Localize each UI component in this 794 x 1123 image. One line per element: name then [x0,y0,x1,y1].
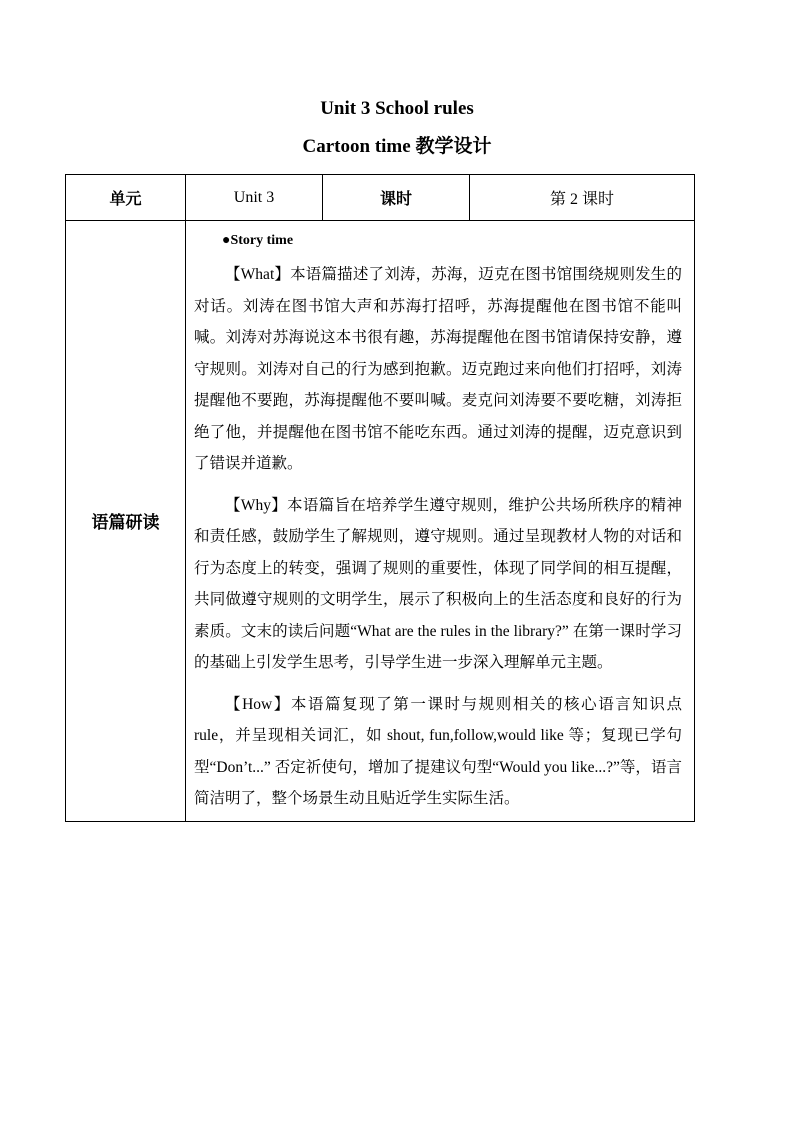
what-paragraph: 【What】本语篇描述了刘涛，苏海，迈克在图书馆围绕规则发生的对话。刘涛在图书馆大声和苏海打招呼，苏海提醒他在图书馆不能叫喊。刘涛对苏海说这本书很有趣，苏海提醒他在图书馆请保持安静，遵守规则。刘涛对自己的行为感到抱歉。迈克跑过来向他们打招呼，刘涛提醒他不要跑，苏海提醒他不要叫喊。麦克问刘涛要不要吃糖，刘涛拒绝了他，并提醒他在图书馆不能吃东西。通过刘涛的提醒，迈克意识到了错误并道歉。 [194,266,682,472]
how-paragraph: 【How】本语篇复现了第一课时与规则相关的核心语言知识点 rule，并呈现相关词汇，如 shout, fun,follow,would like 等；复现已学句型“Don’t...” 否定祈使句，增加了提建议句型“Would you like...?”等，语言简洁明了，整个场景生动且贴近学生实际生活。 [194,695,682,807]
lesson-design-table [65,174,695,822]
text-analysis-content [186,221,695,822]
why-paragraph: 【Why】本语篇旨在培养学生遵守规则，维护公共场所秩序的精神和责任感，鼓励学生了解规则，遵守规则。通过呈现教材人物的对话和行为态度上的转变，强调了规则的重要性，体现了同学间的相互提醒，共同做遵守规则的文明学生，展示了积极向上的生活态度和良好的行为素质。文末的读后问题“What are the rules in the library?” 在第一课时学习的基础上引发学生思考，引导学生进一步深入理解单元主题。 [194,496,682,671]
unit-label: 单元 [66,175,186,221]
period-label: 课时 [323,175,470,221]
story-time-heading: ●Story time [222,233,294,248]
document-title: Unit 3 School rules [320,98,474,119]
text-analysis-label: 语篇研读 [66,221,186,822]
unit-value: Unit 3 [186,175,323,221]
document-subtitle: Cartoon time 教学设计 [302,136,492,157]
table-content-row [66,221,695,822]
period-value: 第 2 课时 [470,175,695,221]
table-header-row [66,175,695,221]
